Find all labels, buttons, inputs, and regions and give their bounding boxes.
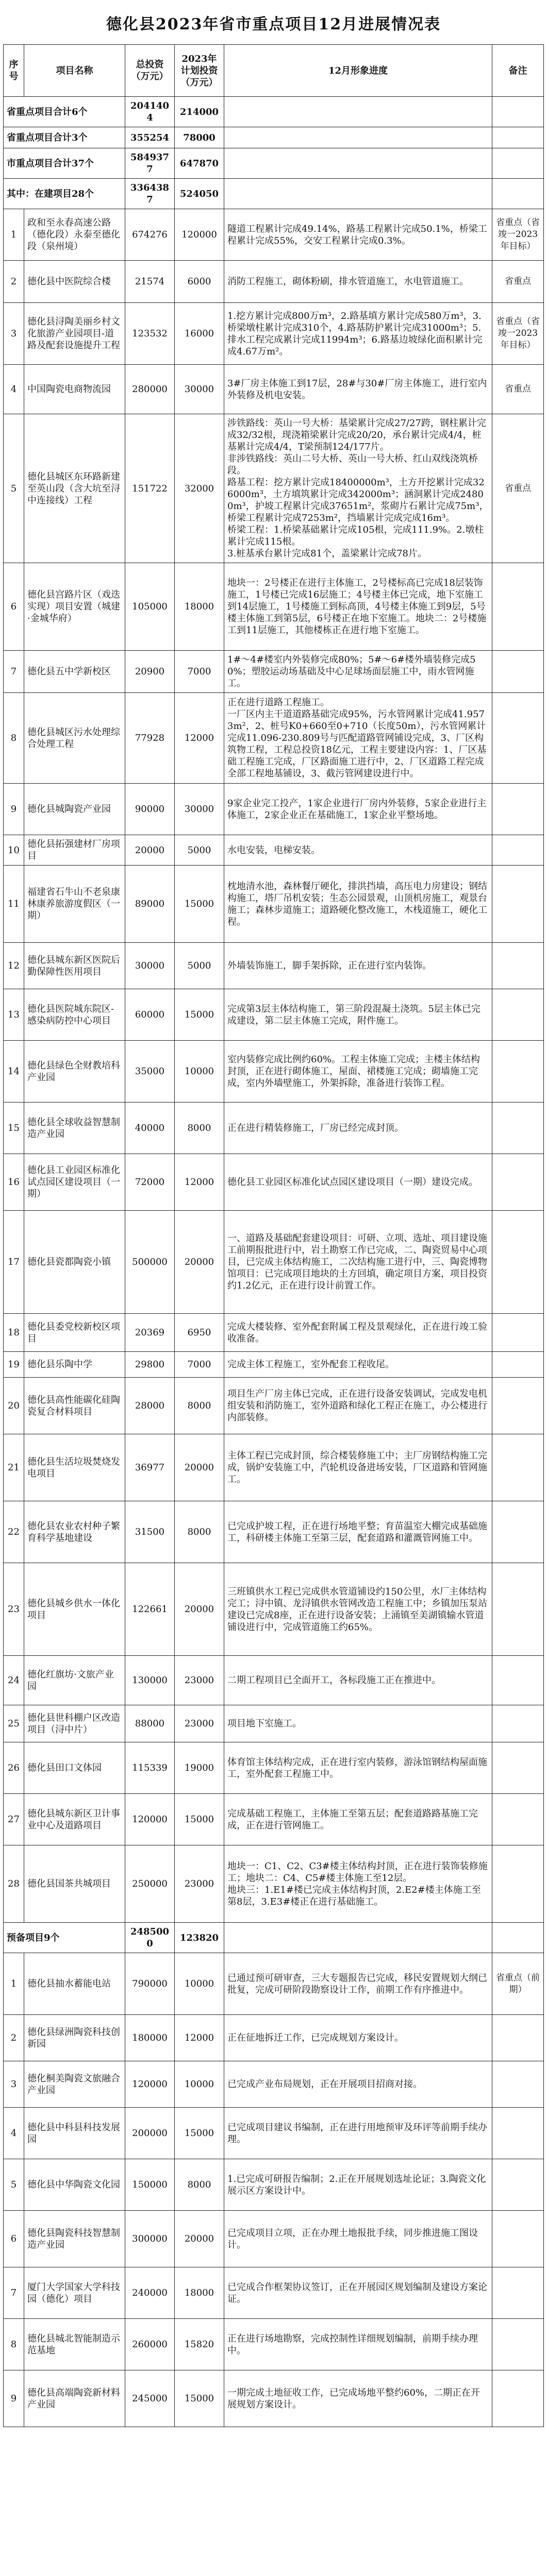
planned-investment: 20000 (175, 1211, 224, 1314)
remark (492, 1563, 544, 1656)
progress-text: 项目地下室施工。 (224, 1705, 492, 1742)
table-row (4, 1705, 544, 1742)
project-name: 德化县全球收益智慧制造产业园 (24, 1103, 125, 1154)
planned-investment: 5000 (175, 835, 224, 866)
table-row (4, 1434, 544, 1501)
planned-investment: 30000 (175, 365, 224, 414)
progress-text: 外墙装饰施工，脚手架拆除，正在进行室内装饰。 (224, 943, 492, 989)
project-name: 德化县农业农村种子繁育科学基地建设 (24, 1501, 125, 1563)
project-name: 德化县浔陶美丽乡村文化旅游产业园项目-道路及配套设施提升工程 (24, 303, 125, 365)
planned-investment: 20000 (175, 1434, 224, 1501)
progress-text: 地块一：C1、C2、C3#楼主体结构封顶，正在进行装饰装修施工；地块二：C4、C5#楼主体施工至12层。 地块三：1.E1#楼已完成主体结构封顶，2.E2#楼主体施工至第8层，3.E3#楼正在进行基础施工。 (224, 1845, 492, 1923)
project-name: 中国陶瓷电商物流园 (24, 365, 125, 414)
remark (492, 1705, 544, 1742)
table-body (4, 97, 544, 2427)
planned-investment: 120000 (175, 209, 224, 261)
row-index: 8 (4, 693, 24, 784)
progress-text: 已完成合作框架协议签订，正在开展园区规划编制及建设方案论证。 (224, 2267, 492, 2319)
total-investment: 130000 (125, 1656, 175, 1705)
project-name: 德化县城东新区医院后勤保障性医用项目 (24, 943, 125, 989)
summary-remark (492, 179, 544, 209)
project-name: 德化县城陶瓷产业园 (24, 784, 125, 835)
project-table (3, 44, 544, 2427)
summary-plan: 78000 (175, 127, 224, 148)
planned-investment: 7000 (175, 1352, 224, 1378)
total-investment: 20900 (125, 651, 175, 693)
project-name: 德化县抽水蓄能电站 (24, 1953, 125, 2015)
summary-remark (492, 148, 544, 179)
row-index: 21 (4, 1434, 24, 1501)
total-investment: 90000 (125, 784, 175, 835)
total-investment: 120000 (125, 1794, 175, 1845)
table-row (4, 1656, 544, 1705)
table-row (4, 2370, 544, 2427)
table-row (4, 2211, 544, 2267)
total-investment: 21574 (125, 261, 175, 303)
progress-text: 项目生产厂房主体已完成，正在进行设备安装调试，完成发电机组安装和消防施工，室外道路和绿化工程正在施工，办公楼进行内部装修。 (224, 1378, 492, 1434)
planned-investment: 12000 (175, 693, 224, 784)
table-row (4, 2159, 544, 2211)
planned-investment: 18000 (175, 2267, 224, 2319)
planned-investment: 16000 (175, 303, 224, 365)
total-investment: 88000 (125, 1705, 175, 1742)
remark: 省重点 (492, 365, 544, 414)
progress-text: 德化县工业园区标准化试点园区建设项目（一期）建设完成。 (224, 1154, 492, 1211)
summary-row (4, 127, 544, 148)
table-row (4, 209, 544, 261)
row-index: 14 (4, 1041, 24, 1103)
summary-label: 省重点项目合计6个 (4, 97, 125, 127)
row-index: 1 (4, 1953, 24, 2015)
planned-investment: 8000 (175, 1501, 224, 1563)
planned-investment: 10000 (175, 1953, 224, 2015)
table-row (4, 943, 544, 989)
table-row (4, 1211, 544, 1314)
project-name: 德化红旗坊·文旅产业园 (24, 1656, 125, 1705)
project-name: 德化县城乡供水一体化项目 (24, 1563, 125, 1656)
table-row (4, 693, 544, 784)
summary-label: 市重点项目合计37个 (4, 148, 125, 179)
remark (492, 1314, 544, 1352)
planned-investment: 5000 (175, 943, 224, 989)
total-investment: 240000 (125, 2267, 175, 2319)
summary-invest: 3364387 (125, 179, 175, 209)
row-index: 6 (4, 563, 24, 651)
prep-summary-plan: 123820 (175, 1923, 224, 1953)
table-row (4, 2267, 544, 2319)
total-investment: 500000 (125, 1211, 175, 1314)
planned-investment: 15000 (175, 2108, 224, 2159)
progress-text: 一、道路及基础配套建设项目：可研、立项、选址、项目建设施工前期报批进行中，岩土勘察工作已完成，二、陶瓷贸易中心项目，已完成主体结构施工，二次结构施工进行中，三、陶瓷博物馆项目：已完成项目地块的土方回填，确定项目方案，项目投资约1.2亿元，正在进行设计前置工作。 (224, 1211, 492, 1314)
summary-plan: 647870 (175, 148, 224, 179)
table-row (4, 1314, 544, 1352)
total-investment: 150000 (125, 2159, 175, 2211)
total-investment: 123532 (125, 303, 175, 365)
table-row (4, 989, 544, 1041)
progress-text: 室内装修完成比例约60%。工程主体施工完成；主楼主体结构封顶，正在进行砌体施工，屋面、裙楼施工完成；砌墙施工完成，室内外墙壁施工，外架拆除，准备进行装饰工程。 (224, 1041, 492, 1103)
remark (492, 1352, 544, 1378)
row-index: 12 (4, 943, 24, 989)
total-investment: 245000 (125, 2370, 175, 2427)
project-name: 德化县中华陶瓷文化园 (24, 2159, 125, 2211)
prep-summary-label: 预备项目9个 (4, 1923, 125, 1953)
table-row (4, 1352, 544, 1378)
total-investment: 790000 (125, 1953, 175, 2015)
summary-label: 其中：在建项目28个 (4, 179, 125, 209)
total-investment: 300000 (125, 2211, 175, 2267)
planned-investment: 15000 (175, 1794, 224, 1845)
project-name: 德化县高端陶瓷新材料产业园 (24, 2370, 125, 2427)
row-index: 24 (4, 1656, 24, 1705)
total-investment: 72000 (125, 1154, 175, 1211)
table-row (4, 2061, 544, 2108)
total-investment: 674276 (125, 209, 175, 261)
total-investment: 40000 (125, 1103, 175, 1154)
total-investment: 105000 (125, 563, 175, 651)
row-index: 6 (4, 2211, 24, 2267)
summary-progress (224, 148, 492, 179)
progress-text: 已完成项目立项，正在办理土地报批手续，同步推进施工图设计。 (224, 2211, 492, 2267)
table-row (4, 2108, 544, 2159)
project-name: 福建省石牛山不老泉康林康养旅游度假区（一期） (24, 866, 125, 943)
header-name: 项目名称 (24, 45, 125, 97)
row-index: 23 (4, 1563, 24, 1656)
remark (492, 1103, 544, 1154)
summary-progress (224, 179, 492, 209)
row-index: 19 (4, 1352, 24, 1378)
summary-label: 省重点项目合计3个 (4, 127, 125, 148)
project-name: 德化县五中学新校区 (24, 651, 125, 693)
remark (492, 2159, 544, 2211)
remark (492, 2319, 544, 2370)
summary-remark (492, 97, 544, 127)
total-investment: 30000 (125, 943, 175, 989)
project-name: 德化桐美陶瓷文旅融合产业园 (24, 2061, 125, 2108)
header-plan: 2023年计划投资（万元） (175, 45, 224, 97)
header-idx: 序号 (4, 45, 24, 97)
table-row (4, 1103, 544, 1154)
planned-investment: 23000 (175, 1845, 224, 1923)
row-index: 26 (4, 1742, 24, 1794)
project-name: 德化县世科棚户区改造项目（浔中片） (24, 1705, 125, 1742)
project-name: 德化县城区东环路新建至英山段（含大坑至浔中连接线）工程 (24, 414, 125, 563)
progress-text: 完成基础工程施工，主体施工至第五层；配套道路路基施工完成，正在进行管网施工。 (224, 1794, 492, 1845)
progress-text: 正在征地拆迁工作，已完成规划方案设计。 (224, 2015, 492, 2061)
row-index: 28 (4, 1845, 24, 1923)
total-investment: 89000 (125, 866, 175, 943)
table-row (4, 1794, 544, 1845)
project-name: 政和至永春高速公路（德化段）永泰至德化段（泉州境） (24, 209, 125, 261)
project-name: 德化县中科县科技发展园 (24, 2108, 125, 2159)
table-row (4, 563, 544, 651)
project-name: 德化县委党校新校区项目 (24, 1314, 125, 1352)
table-row (4, 303, 544, 365)
progress-text: 正在进行精装修施工，厂房已经完成封顶。 (224, 1103, 492, 1154)
progress-text: 主体工程已完成封顶，综合楼装修施工中；主厂房钢结构施工完成，锅炉安装施工中，汽轮机设备进场安装，厂区道路和管网施工。 (224, 1434, 492, 1501)
planned-investment: 30000 (175, 784, 224, 835)
progress-text: 完成第3层主体结构施工，第三阶段混凝土浇筑。5层主体已完成建设，第二层主体施工完成，附件施工。 (224, 989, 492, 1041)
row-index: 5 (4, 2159, 24, 2211)
project-name: 德化县医院城东院区-感染病防控中心项目 (24, 989, 125, 1041)
project-name: 厦门大学国家大学科技园（德化）项目 (24, 2267, 125, 2319)
total-investment: 60000 (125, 989, 175, 1041)
planned-investment: 8000 (175, 1378, 224, 1434)
remark (492, 1378, 544, 1434)
progress-text: 体育馆主体结构完成，正在进行室内装修，游泳馆钢结构屋面施工，室外配套工程施工中。 (224, 1742, 492, 1794)
total-investment: 115339 (125, 1742, 175, 1794)
total-investment: 122661 (125, 1563, 175, 1656)
prep-summary-row (4, 1923, 544, 1953)
row-index: 22 (4, 1501, 24, 1563)
remark (492, 1794, 544, 1845)
total-investment: 280000 (125, 365, 175, 414)
project-name: 德化县陶瓷科技智慧制造产业园 (24, 2211, 125, 2267)
planned-investment: 7000 (175, 651, 224, 693)
progress-text: 已完成护坡工程，正在进行场地平整；育苗温室大棚完成基础施工，科研楼主体施工至第三层，配套道路和灌溉管网施工中。 (224, 1501, 492, 1563)
row-index: 2 (4, 261, 24, 303)
remark: 省重点 (492, 261, 544, 303)
row-index: 7 (4, 2267, 24, 2319)
total-investment: 31500 (125, 1501, 175, 1563)
planned-investment: 6000 (175, 261, 224, 303)
row-index: 7 (4, 651, 24, 693)
total-investment: 151722 (125, 414, 175, 563)
remark (492, 563, 544, 651)
row-index: 20 (4, 1378, 24, 1434)
table-row (4, 1041, 544, 1103)
remark (492, 1656, 544, 1705)
summary-progress (224, 127, 492, 148)
row-index: 15 (4, 1103, 24, 1154)
remark (492, 1154, 544, 1211)
header-invest: 总投资（万元） (125, 45, 175, 97)
project-name: 德化县田口文体园 (24, 1742, 125, 1794)
summary-progress (224, 97, 492, 127)
table-row (4, 1563, 544, 1656)
row-index: 9 (4, 784, 24, 835)
remark (492, 835, 544, 866)
remark (492, 1211, 544, 1314)
progress-text: 9家企业完工投产，1家企业进行厂房内外装修，5家企业进行主体施工，2家企业正在基础施工，1家企业平整场地。 (224, 784, 492, 835)
progress-text: 完成主体工程施工，室外配套工程收尾。 (224, 1352, 492, 1378)
table-row (4, 1378, 544, 1434)
prep-summary-progress (224, 1923, 492, 1953)
row-index: 3 (4, 303, 24, 365)
remark (492, 693, 544, 784)
summary-invest: 355254 (125, 127, 175, 148)
planned-investment: 19000 (175, 1742, 224, 1794)
planned-investment: 10000 (175, 1041, 224, 1103)
planned-investment: 15000 (175, 866, 224, 943)
table-row (4, 1501, 544, 1563)
summary-plan: 214000 (175, 97, 224, 127)
remark (492, 2211, 544, 2267)
planned-investment: 15000 (175, 2370, 224, 2427)
remark (492, 1742, 544, 1794)
table-row (4, 365, 544, 414)
project-name: 德化县生活垃圾焚烧发电项目 (24, 1434, 125, 1501)
total-investment: 200000 (125, 2108, 175, 2159)
progress-text: 3#厂房主体施工到17层，28#与30#厂房主体施工，进行室内外装修及机电安装。 (224, 365, 492, 414)
project-name: 德化县城区污水处理综合处理工程 (24, 693, 125, 784)
row-index: 9 (4, 2370, 24, 2427)
table-header (4, 45, 544, 97)
planned-investment: 32000 (175, 414, 224, 563)
remark (492, 1041, 544, 1103)
progress-text: 1.已完成可研报告编制；2.正在开展规划选址论证；3.陶瓷文化展示区方案设计中。 (224, 2159, 492, 2211)
planned-investment: 23000 (175, 1656, 224, 1705)
planned-investment: 23000 (175, 1705, 224, 1742)
total-investment: 20369 (125, 1314, 175, 1352)
remark: 省重点（前期） (492, 1953, 544, 2015)
row-index: 25 (4, 1705, 24, 1742)
summary-remark (492, 127, 544, 148)
progress-text: 已完成项目建议书编制，正在进行用地预审及环评等前期手续办理。 (224, 2108, 492, 2159)
row-index: 27 (4, 1794, 24, 1845)
progress-text: 1#～4#楼室内外装修完成80%；5#～6#楼外墙装修完成50%；塑胶运动场基础及中心足球场面层施工中，雨水管网施工。 (224, 651, 492, 693)
planned-investment: 20000 (175, 2211, 224, 2267)
progress-text: 正在进行道路工程施工。 一厂区内主干道道路基础完成95%，污水管网累计完成41.9573m²，2、桩号K0+660至0+710（长度50m），污水管网累计完成11.096-230.809号与匹配道路管网铺设完成，3、厂区构筑物工程，工程总投资18亿元，工程主要建设内容：1、厂区基础工程施工完成，厂区路面施工进行中，2、厂区道路工程完成全部工程地基铺设，3、截污管网建设进行中。 (224, 693, 492, 784)
remark (492, 943, 544, 989)
table-row (4, 414, 544, 563)
project-name: 德化县绿色全财教培科产业园 (24, 1041, 125, 1103)
page-title: 德化县2023年省市重点项目12月进展情况表 (106, 15, 441, 33)
project-name: 德化县城东新区卫计事业中心及道路项目 (24, 1794, 125, 1845)
total-investment: 260000 (125, 2319, 175, 2370)
row-index: 10 (4, 835, 24, 866)
progress-text: 已完成产业布局规划，正在开展项目招商对接。 (224, 2061, 492, 2108)
summary-row (4, 179, 544, 209)
summary-row (4, 97, 544, 127)
table-row (4, 1742, 544, 1794)
remark (492, 2061, 544, 2108)
row-index: 17 (4, 1211, 24, 1314)
total-investment: 29800 (125, 1352, 175, 1378)
progress-text: 1.挖方累计完成800万m³，2.路基填方累计完成580万m³，3.桥梁墩柱累计完成310个，4.路基防护累计完成31000m³；5.排水工程完成累计完成11994m³；6.路基边坡绿化面积累计完成4.67万m²。 (224, 303, 492, 365)
remark: 省重点（省竣一2023年目标） (492, 209, 544, 261)
progress-text: 三班镇供水工程已完成供水管道铺设约150公里，水厂主体结构完工；浔中镇、龙浔镇供水管网改造工程施工中；乡镇加压泵站建设已完成8座，正在进行设备安装；上涌镇至美湖镇输水管道铺设进行中，完成管道施工约65%。 (224, 1563, 492, 1656)
row-index: 4 (4, 2108, 24, 2159)
progress-text: 一期完成土地征收工作，已完成场地平整约60%，二期正在开展规划方案设计。 (224, 2370, 492, 2427)
project-name: 德化县瓷都陶瓷小镇 (24, 1211, 125, 1314)
summary-invest: 2041404 (125, 97, 175, 127)
progress-text: 正在进行场地勘察，完成控制性详细规划编制，前期手续办理中。 (224, 2319, 492, 2370)
planned-investment: 12000 (175, 1154, 224, 1211)
project-name: 德化县宫路片区（戏迭实现）项目安置（城建·金城华府） (24, 563, 125, 651)
progress-text: 地块一：2号楼正在进行主体施工，2号楼标高已完成18层装饰施工，1号楼已完成16层施工；4号楼主体已完成，地下室施工到14层施工，1号楼施工到标高顶，4号楼主体施工到9层，5号楼主体施工到第5层，6号楼正在地下室施工。地块二：2号楼施工到11层施工，其他楼栋正在进行地下室施工。 (224, 563, 492, 651)
header-progress: 12月形象进度 (224, 45, 492, 97)
remark (492, 651, 544, 693)
table-row (4, 2015, 544, 2061)
project-name: 德化县绿洲陶瓷科技创新园 (24, 2015, 125, 2061)
summary-row (4, 148, 544, 179)
summary-plan: 524050 (175, 179, 224, 209)
remark (492, 784, 544, 835)
header-remark: 备注 (492, 45, 544, 97)
table-row (4, 784, 544, 835)
total-investment: 35000 (125, 1041, 175, 1103)
summary-invest: 5849377 (125, 148, 175, 179)
remark (492, 2370, 544, 2427)
remark (492, 2108, 544, 2159)
row-index: 16 (4, 1154, 24, 1211)
planned-investment: 15820 (175, 2319, 224, 2370)
progress-text: 水电安装，电梯安装。 (224, 835, 492, 866)
remark: 省重点 (492, 414, 544, 563)
row-index: 8 (4, 2319, 24, 2370)
progress-text: 枕地清水池，森林餐厅硬化，排洪挡墙，高压电力房建设；钢结构施工，塔厂吊机安装；生态公园景观，山顶机房施工，观景台施工；森林步道施工；道路硬化整改施工，木栈道施工，硬化工程。 (224, 866, 492, 943)
row-index: 18 (4, 1314, 24, 1352)
row-index: 13 (4, 989, 24, 1041)
remark (492, 2015, 544, 2061)
project-name: 德化县乐陶中学 (24, 1352, 125, 1378)
progress-text: 涉铁路线：英山一号大桥：基梁累计完成27/27跨，钢柱累计完成32/32根，现浇箱梁累计完成20/20，承台累计完成4/4，桩基累计完成4/4，T梁预制124/177片。 非涉铁路线：英山二号大桥、英山一号大桥、红山双线浇筑桥段。 路基工程：挖方累计完成18400000m³，土方开挖累计完成326000m³，土方填筑累计完成342000m³；涵洞累计完成24800m³，护坡工程累计完成37651m²，浆砌片石累计完成75m³，桥梁工程累计完成7253m²，挡墙累计完成完成16m³。 桥梁工程：1.桥梁基础累计完成105根，完成111.9%。2.墩柱累计完成115根。 3.桩基承台累计完成81个，盖梁累计完成78片。 (224, 414, 492, 563)
table-row (4, 651, 544, 693)
total-investment: 20000 (125, 835, 175, 866)
remark (492, 1845, 544, 1923)
project-name: 德化县拓强建材厂房项目 (24, 835, 125, 866)
table-row (4, 1154, 544, 1211)
table-row (4, 2319, 544, 2370)
planned-investment: 12000 (175, 2015, 224, 2061)
planned-investment: 6950 (175, 1314, 224, 1352)
planned-investment: 18000 (175, 563, 224, 651)
table-row (4, 866, 544, 943)
planned-investment: 8000 (175, 1103, 224, 1154)
row-index: 5 (4, 414, 24, 563)
planned-investment: 8000 (175, 2159, 224, 2211)
remark (492, 989, 544, 1041)
total-investment: 250000 (125, 1845, 175, 1923)
remark (492, 2267, 544, 2319)
total-investment: 36977 (125, 1434, 175, 1501)
total-investment: 120000 (125, 2061, 175, 2108)
remark (492, 1434, 544, 1501)
project-name: 德化县中医院综合楼 (24, 261, 125, 303)
planned-investment: 15000 (175, 989, 224, 1041)
remark: 省重点（省竣一2023年目标） (492, 303, 544, 365)
project-name: 德化县工业园区标准化试点园区建设项目（一期） (24, 1154, 125, 1211)
table-row (4, 1845, 544, 1923)
progress-text: 二期工程项目已全面开工，各标段施工正在推进中。 (224, 1656, 492, 1705)
progress-text: 消防工程施工，砌体粉刷，排水管道施工，水电管道施工。 (224, 261, 492, 303)
progress-text: 已通过预可研审查，三大专题报告已完成，移民安置规划大纲已批复，完成可研阶段勘察设计工作，前期工作有序推进中。 (224, 1953, 492, 2015)
prep-summary-remark (492, 1923, 544, 1953)
planned-investment: 10000 (175, 2061, 224, 2108)
row-index: 1 (4, 209, 24, 261)
project-name: 德化县国茶共城项目 (24, 1845, 125, 1923)
row-index: 11 (4, 866, 24, 943)
progress-text: 完成大楼装修、室外配套附属工程及景观绿化，正在进行竣工验收准备。 (224, 1314, 492, 1352)
row-index: 3 (4, 2061, 24, 2108)
table-row (4, 835, 544, 866)
total-investment: 28000 (125, 1378, 175, 1434)
remark (492, 1501, 544, 1563)
total-investment: 77928 (125, 693, 175, 784)
table-row (4, 1953, 544, 2015)
project-name: 德化县高性能碳化硅陶瓷复合材料项目 (24, 1378, 125, 1434)
project-name: 德化县城北智能制造示范基地 (24, 2319, 125, 2370)
table-row (4, 261, 544, 303)
row-index: 4 (4, 365, 24, 414)
row-index: 2 (4, 2015, 24, 2061)
remark (492, 866, 544, 943)
prep-summary-invest: 2485000 (125, 1923, 175, 1953)
planned-investment: 20000 (175, 1563, 224, 1656)
progress-text: 隧道工程累计完成49.14%，路基工程累计完成50.1%，桥梁工程累计完成55%，交安工程累计完成0.3%。 (224, 209, 492, 261)
total-investment: 180000 (125, 2015, 175, 2061)
